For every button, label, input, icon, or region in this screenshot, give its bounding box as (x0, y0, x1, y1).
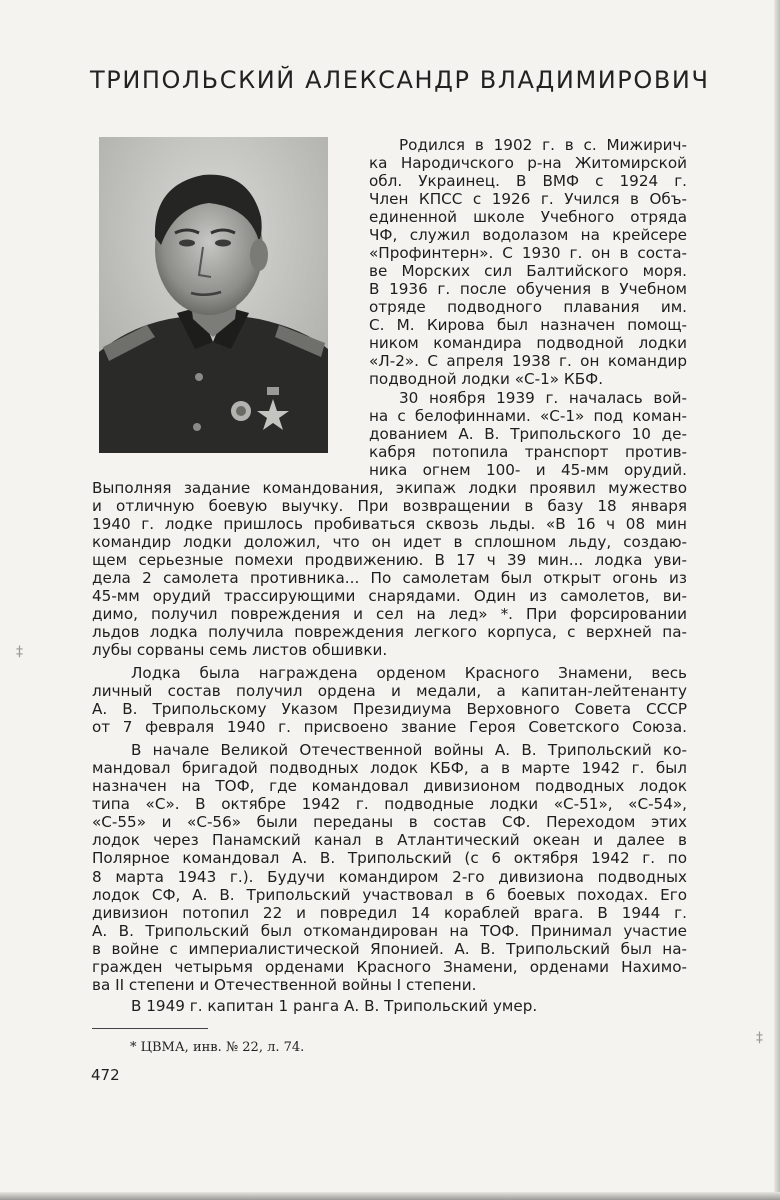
text-line: обл. Украинец. В ВМФ с 1924 г. (369, 172, 687, 190)
text-line: ва II степени и Отечественной войны I степени. (92, 976, 477, 994)
footnote: * ЦВМА, инв. № 22, л. 74. (130, 1040, 305, 1055)
text-line: «Л-2». С апреля 1938 г. он командир (369, 352, 687, 370)
footnote-divider (92, 1028, 208, 1029)
text-line: 8 марта 1943 г.). Будучи командиром 2-го дивизиона подводных (92, 868, 687, 886)
text-line: отряде подводного плавания им. (369, 298, 687, 316)
text-line: В начале Великой Отечественной войны А. В. Трипольский ко- (131, 741, 687, 759)
text-line: от 7 февраля 1940 г. присвоено звание Героя Советского Союза. (92, 718, 687, 736)
text-line: лодок через Панамский канал в Атлантический океан и далее в (92, 831, 687, 849)
text-line: ника огнем 100- и 45-мм орудий. (369, 461, 687, 479)
text-line: льдов лодка получила повреждения легкого корпуса, с верхней па- (92, 623, 687, 641)
text-line: «С-55» и «С-56» были переданы в состав СФ. Переходом этих (92, 813, 687, 831)
text-line: единенной школе Учебного отряда (369, 208, 687, 226)
text-line: дованием А. В. Трипольского 10 де- (369, 425, 687, 443)
portrait-photo (99, 137, 328, 453)
text-line: С. М. Кирова был назначен помощ- (369, 316, 687, 334)
text-line: командир лодки доложил, что он идет в сплошном льду, создаю- (92, 533, 687, 551)
text-line: 1940 г. лодке пришлось пробиваться сквозь льды. «В 16 ч 08 мин (92, 515, 687, 533)
text-line: и отличную боевую выучку. При возвращении в базу 18 января (92, 497, 687, 515)
page-number: 472 (91, 1066, 120, 1084)
text-line: Родился в 1902 г. в с. Мижирич- (399, 136, 687, 154)
text-line: назначен на ТОФ, где командовал дивизионом подводных лодок (92, 777, 687, 795)
text-line: кабря потопила транспорт против- (369, 443, 687, 461)
scan-artifact-left: ‡ (16, 644, 23, 660)
text-line: 45-мм орудий трассирующими снарядами. Один из самолетов, ви- (92, 587, 687, 605)
text-line: димо, получил повреждения и сел на лед» *. При форсировании (92, 605, 687, 623)
text-line: гражден четырьмя орденами Красного Знамени, орденами Нахимо- (92, 958, 687, 976)
scan-artifact-right: ‡ (756, 1030, 763, 1046)
text-line: Выполняя задание командования, экипаж лодки проявил мужество (92, 479, 687, 497)
text-line: А. В. Трипольский был откомандирован на ТОФ. Принимал участие (92, 922, 687, 940)
text-line: ка Народичского р-на Житомирской (369, 154, 687, 172)
text-line: В 1949 г. капитан 1 ранга А. В. Трипольский умер. (131, 997, 538, 1015)
portrait-illustration (99, 137, 328, 453)
text-line: Член КПСС с 1926 г. Учился в Объ- (369, 190, 687, 208)
text-line: в войне с империалистической Японией. А. В. Трипольский был на- (92, 940, 687, 958)
text-line: «Профинтерн». С 1930 г. он в соста- (369, 244, 687, 262)
text-line: на с белофиннами. «С-1» под коман- (369, 407, 687, 425)
text-line: ве Морских сил Балтийского моря. (369, 262, 687, 280)
text-line: дела 2 самолета противника... По самолетам был открыт огонь из (92, 569, 687, 587)
text-line: мандовал бригадой подводных лодок КБФ, а в марте 1942 г. был (92, 759, 687, 777)
scan-edge-right (774, 0, 780, 1200)
text-line: дивизион потопил 22 и повредил 14 кораблей врага. В 1944 г. (92, 904, 687, 922)
text-line: Лодка была награждена орденом Красного Знамени, весь (131, 664, 687, 682)
text-line: Полярное командовал А. В. Трипольский (с 6 октября 1942 г. по (92, 849, 687, 867)
text-line: щем серьезные помехи продвижению. В 17 ч 39 мин... лодка уви- (92, 551, 687, 569)
scan-edge-bottom (0, 1192, 780, 1200)
text-line: В 1936 г. после обучения в Учебном (369, 280, 687, 298)
text-line: ЧФ, служил водолазом на крейсере (369, 226, 687, 244)
text-line: 30 ноября 1939 г. началась вой- (399, 389, 687, 407)
text-line: личный состав получил ордена и медали, а капитан-лейтенанту (92, 682, 687, 700)
page-title: ТРИПОЛЬСКИЙ АЛЕКСАНДР ВЛАДИМИРОВИЧ (90, 66, 710, 94)
text-line: типа «С». В октябре 1942 г. подводные лодки «С-51», «С-54», (92, 795, 687, 813)
text-line: А. В. Трипольскому Указом Президиума Верховного Совета СССР (92, 700, 687, 718)
text-line: ником командира подводной лодки (369, 334, 687, 352)
text-line: подводной лодки «С-1» КБФ. (369, 370, 604, 388)
text-line: лодок СФ, А. В. Трипольский участвовал в 6 боевых походах. Его (92, 886, 687, 904)
text-line: лубы сорваны семь листов обшивки. (92, 641, 388, 659)
